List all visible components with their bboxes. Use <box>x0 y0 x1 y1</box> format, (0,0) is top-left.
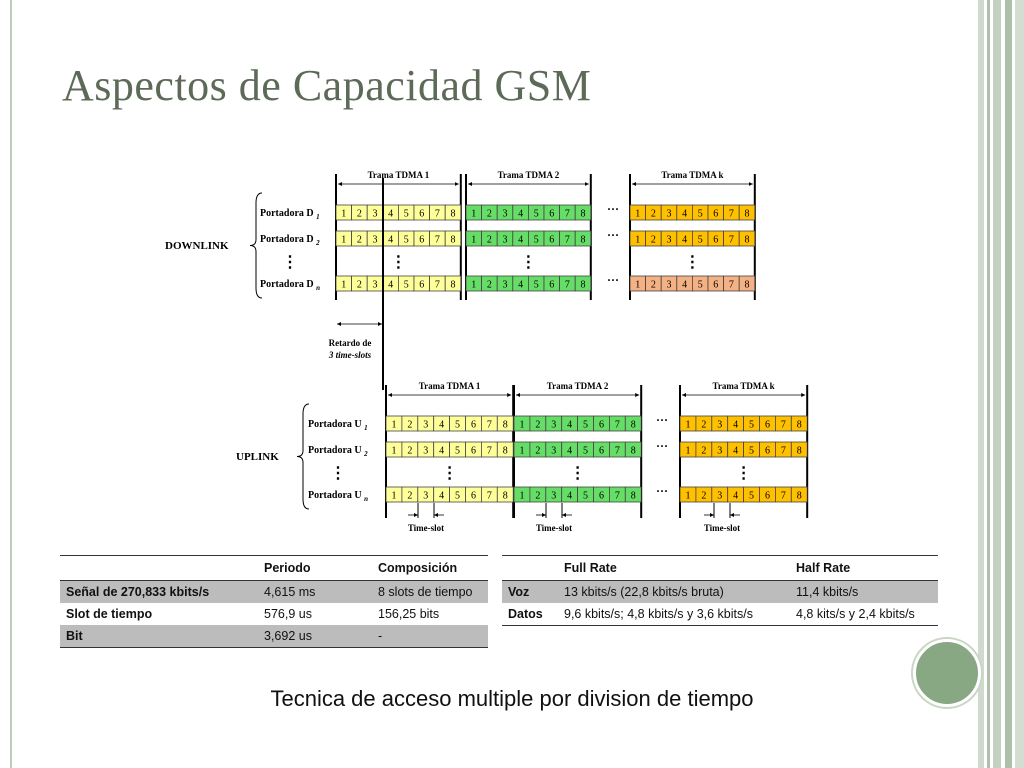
slot-number: 5 <box>403 208 409 220</box>
slot-number: 3 <box>423 445 429 457</box>
slot-number: 5 <box>455 445 461 457</box>
slot-number: 7 <box>564 234 570 246</box>
frame-label: Trama TDMA k <box>661 170 724 180</box>
slot-number: 8 <box>580 279 586 291</box>
slot-number: 4 <box>567 490 573 502</box>
slot-number: 1 <box>471 279 477 291</box>
slot-number: 5 <box>403 279 409 291</box>
slot-number: 3 <box>717 490 723 502</box>
slot-number: 2 <box>356 279 362 291</box>
slot-number: 1 <box>519 419 525 431</box>
slot-number: 8 <box>744 208 750 220</box>
slot-number: 8 <box>796 419 802 431</box>
horizontal-ellipsis: ··· <box>606 202 620 216</box>
table-cell: Señal de 270,833 kbits/s <box>60 581 258 604</box>
table-row <box>502 581 938 604</box>
frame-label: Trama TDMA 1 <box>367 170 430 180</box>
slot-number: 6 <box>764 445 770 457</box>
slot-number: 5 <box>533 208 539 220</box>
slot-number: 7 <box>614 445 620 457</box>
link-label: UPLINK <box>236 451 279 463</box>
carrier-label: Portadora D $_n$ <box>260 279 321 292</box>
slot-number: 1 <box>471 234 477 246</box>
vertical-ellipsis: ⋮ <box>569 465 586 482</box>
slot-number: 2 <box>650 279 656 291</box>
slot-number: 8 <box>450 279 456 291</box>
slot-number: 4 <box>682 279 688 291</box>
timeslot-label: Time-slot <box>407 523 445 533</box>
slot-number: 6 <box>764 419 770 431</box>
right-border-stripe <box>978 0 984 768</box>
slot-number: 4 <box>682 208 688 220</box>
slot-number: 3 <box>502 234 508 246</box>
slot-number: 2 <box>407 490 413 502</box>
slot-number: 6 <box>470 445 476 457</box>
carrier-label: Portadora U $_1$ <box>308 419 368 432</box>
slot-number: 3 <box>666 279 672 291</box>
slot-number: 4 <box>439 419 445 431</box>
slot-number: 4 <box>388 234 394 246</box>
slot-number: 2 <box>486 234 492 246</box>
slot-number: 1 <box>635 208 641 220</box>
horizontal-ellipsis: ··· <box>655 413 669 427</box>
vertical-ellipsis: ⋮ <box>441 465 458 482</box>
table-header: Periodo <box>258 556 372 581</box>
slot-number: 3 <box>372 208 378 220</box>
slot-number: 3 <box>502 208 508 220</box>
slot-number: 8 <box>502 419 508 431</box>
slot-number: 5 <box>697 279 703 291</box>
slot-number: 1 <box>471 208 477 220</box>
slot-number: 7 <box>780 490 786 502</box>
slot-number: 6 <box>419 208 425 220</box>
slot-number: 3 <box>717 445 723 457</box>
table-header <box>60 556 258 581</box>
slot-number: 2 <box>535 445 541 457</box>
slot-number: 6 <box>470 419 476 431</box>
slot-number: 1 <box>685 490 691 502</box>
slot-number: 6 <box>470 490 476 502</box>
slot-number: 7 <box>728 234 734 246</box>
slot-number: 5 <box>697 234 703 246</box>
vertical-ellipsis: ⋮ <box>684 254 701 271</box>
vertical-ellipsis: ⋮ <box>735 465 752 482</box>
right-border-stripe <box>993 0 1001 768</box>
slot-number: 8 <box>796 445 802 457</box>
slot-number: 3 <box>423 419 429 431</box>
carrier-label: Portadora D $_1$ <box>260 208 320 221</box>
slot-number: 4 <box>439 445 445 457</box>
timing-table <box>60 555 488 648</box>
vertical-ellipsis: ⋮ <box>330 465 346 482</box>
table-cell: - <box>372 625 488 648</box>
slot-number: 3 <box>551 445 557 457</box>
slot-number: 1 <box>341 279 347 291</box>
slot-number: 4 <box>388 208 394 220</box>
slot-number: 3 <box>551 419 557 431</box>
table-header <box>502 556 558 581</box>
table-cell: 11,4 kbits/s <box>790 581 938 604</box>
slot-number: 4 <box>518 279 524 291</box>
slot-number: 8 <box>630 419 636 431</box>
slot-number: 2 <box>356 208 362 220</box>
slot-number: 6 <box>549 234 555 246</box>
slot-number: 7 <box>564 279 570 291</box>
slot-number: 5 <box>697 208 703 220</box>
horizontal-ellipsis: ··· <box>655 439 669 453</box>
slot-number: 1 <box>391 445 397 457</box>
timeslot-label: Time-slot <box>703 523 741 533</box>
slot-number: 7 <box>780 419 786 431</box>
slot-number: 8 <box>502 445 508 457</box>
slot-number: 5 <box>533 234 539 246</box>
slot-number: 1 <box>635 234 641 246</box>
horizontal-ellipsis: ··· <box>655 484 669 498</box>
slot-number: 7 <box>486 445 492 457</box>
right-border-stripe <box>1015 0 1024 768</box>
slot-number: 7 <box>486 490 492 502</box>
link-label: DOWNLINK <box>165 240 229 252</box>
slide-caption: Tecnica de acceso multiple por division de tiempo <box>270 686 754 711</box>
slot-number: 3 <box>717 419 723 431</box>
slot-number: 6 <box>419 234 425 246</box>
frame-label: Trama TDMA 2 <box>546 381 609 391</box>
table-cell: Slot de tiempo <box>66 607 153 621</box>
slot-number: 2 <box>486 279 492 291</box>
slot-number: 6 <box>713 234 719 246</box>
vertical-ellipsis: ⋮ <box>390 254 407 271</box>
slot-number: 4 <box>567 419 573 431</box>
slot-number: 2 <box>650 208 656 220</box>
slot-number: 2 <box>701 445 707 457</box>
slot-number: 1 <box>341 234 347 246</box>
table-row <box>60 625 488 648</box>
slot-number: 7 <box>728 279 734 291</box>
slot-number: 3 <box>372 234 378 246</box>
right-border-stripe <box>987 0 990 768</box>
table-cell: 9,6 kbits/s; 4,8 kbits/s y 3,6 kbits/s <box>558 603 790 626</box>
carrier-label: Portadora D $_2$ <box>260 234 320 247</box>
slot-number: 6 <box>549 279 555 291</box>
slot-number: 8 <box>580 234 586 246</box>
table-cell: 4,8 kits/s y 2,4 kbits/s <box>790 603 938 626</box>
slot-number: 1 <box>391 419 397 431</box>
table-row <box>60 581 488 604</box>
frame-label: Trama TDMA 1 <box>418 381 481 391</box>
table-cell: Bit <box>60 625 258 648</box>
slot-number: 8 <box>630 445 636 457</box>
slot-number: 4 <box>733 490 739 502</box>
slot-number: 7 <box>728 208 734 220</box>
slot-number: 6 <box>764 490 770 502</box>
slot-number: 8 <box>630 490 636 502</box>
slot-number: 2 <box>701 490 707 502</box>
slot-number: 1 <box>519 445 525 457</box>
slot-number: 5 <box>749 445 755 457</box>
slot-number: 2 <box>535 419 541 431</box>
right-border-stripe <box>1005 0 1012 768</box>
slot-number: 2 <box>650 234 656 246</box>
slot-number: 8 <box>744 234 750 246</box>
slot-number: 5 <box>455 490 461 502</box>
slot-number: 1 <box>391 490 397 502</box>
page-title: Aspectos de Capacidad GSM <box>62 61 592 110</box>
slot-number: 4 <box>567 445 573 457</box>
slot-number: 6 <box>713 208 719 220</box>
slot-number: 8 <box>450 234 456 246</box>
slot-number: 3 <box>666 208 672 220</box>
slot-number: 3 <box>423 490 429 502</box>
slot-number: 4 <box>733 419 739 431</box>
slot-number: 2 <box>535 490 541 502</box>
slot-number: 7 <box>614 419 620 431</box>
slot-number: 8 <box>744 279 750 291</box>
table-cell: Voz <box>502 581 558 604</box>
slot-number: 7 <box>434 279 440 291</box>
table-row <box>502 603 938 626</box>
slot-number: 5 <box>533 279 539 291</box>
slot-number: 4 <box>388 279 394 291</box>
slot-number: 3 <box>551 490 557 502</box>
frame-label: Trama TDMA 2 <box>497 170 560 180</box>
slot-number: 8 <box>796 490 802 502</box>
carrier-label: Portadora U $_2$ <box>308 445 368 458</box>
slot-number: 5 <box>749 490 755 502</box>
table-cell: 3,692 us <box>258 625 372 648</box>
slot-number: 2 <box>701 419 707 431</box>
slot-number: 2 <box>407 445 413 457</box>
table-cell: 4,615 ms <box>258 581 372 604</box>
delay-label: Retardo de <box>328 338 372 348</box>
slot-number: 4 <box>733 445 739 457</box>
slot-number: 6 <box>598 419 604 431</box>
slot-number: 7 <box>434 234 440 246</box>
slot-number: 7 <box>564 208 570 220</box>
timeslot-label: Time-slot <box>535 523 573 533</box>
slot-number: 3 <box>666 234 672 246</box>
slot-number: 4 <box>439 490 445 502</box>
table-header: Half Rate <box>790 556 938 581</box>
delay-label: 3 time-slots <box>328 350 372 360</box>
table-header: Composición <box>372 556 488 581</box>
slot-number: 7 <box>780 445 786 457</box>
slot-number: 6 <box>598 490 604 502</box>
slot-number: 1 <box>341 208 347 220</box>
slot-number: 1 <box>519 490 525 502</box>
table-cell: 13 kbits/s (22,8 kbits/s bruta) <box>558 581 790 604</box>
decorative-circle <box>913 639 981 707</box>
slot-number: 3 <box>372 279 378 291</box>
slot-number: 8 <box>450 208 456 220</box>
table-cell: 8 slots de tiempo <box>372 581 488 604</box>
horizontal-ellipsis: ··· <box>606 273 620 287</box>
slot-number: 5 <box>455 419 461 431</box>
table-row <box>60 603 488 625</box>
slot-number: 1 <box>635 279 641 291</box>
horizontal-ellipsis: ··· <box>606 228 620 242</box>
slot-number: 5 <box>749 419 755 431</box>
slot-number: 7 <box>614 490 620 502</box>
frame-label: Trama TDMA k <box>712 381 775 391</box>
slot-number: 7 <box>434 208 440 220</box>
table-cell: Datos <box>502 603 558 626</box>
slot-number: 8 <box>580 208 586 220</box>
slot-number: 6 <box>713 279 719 291</box>
slot-number: 6 <box>598 445 604 457</box>
slot-number: 2 <box>407 419 413 431</box>
slot-number: 5 <box>583 445 589 457</box>
slot-number: 1 <box>685 419 691 431</box>
carrier-label: Portadora U $_n$ <box>308 490 369 503</box>
slot-number: 2 <box>486 208 492 220</box>
rates-table <box>502 555 938 626</box>
vertical-ellipsis: ⋮ <box>520 254 537 271</box>
slot-number: 2 <box>356 234 362 246</box>
table-cell: 156,25 bits <box>378 607 440 621</box>
slot-number: 5 <box>583 490 589 502</box>
slot-number: 7 <box>486 419 492 431</box>
table-header: Full Rate <box>558 556 790 581</box>
slot-number: 5 <box>403 234 409 246</box>
table-cell: 576,9 us <box>264 607 312 621</box>
slot-number: 8 <box>502 490 508 502</box>
slot-number: 5 <box>583 419 589 431</box>
slot-number: 4 <box>518 208 524 220</box>
slot-number: 6 <box>419 279 425 291</box>
slot-number: 3 <box>502 279 508 291</box>
slot-number: 4 <box>682 234 688 246</box>
slot-number: 6 <box>549 208 555 220</box>
slot-number: 1 <box>685 445 691 457</box>
vertical-ellipsis: ⋮ <box>282 254 298 271</box>
slot-number: 4 <box>518 234 524 246</box>
